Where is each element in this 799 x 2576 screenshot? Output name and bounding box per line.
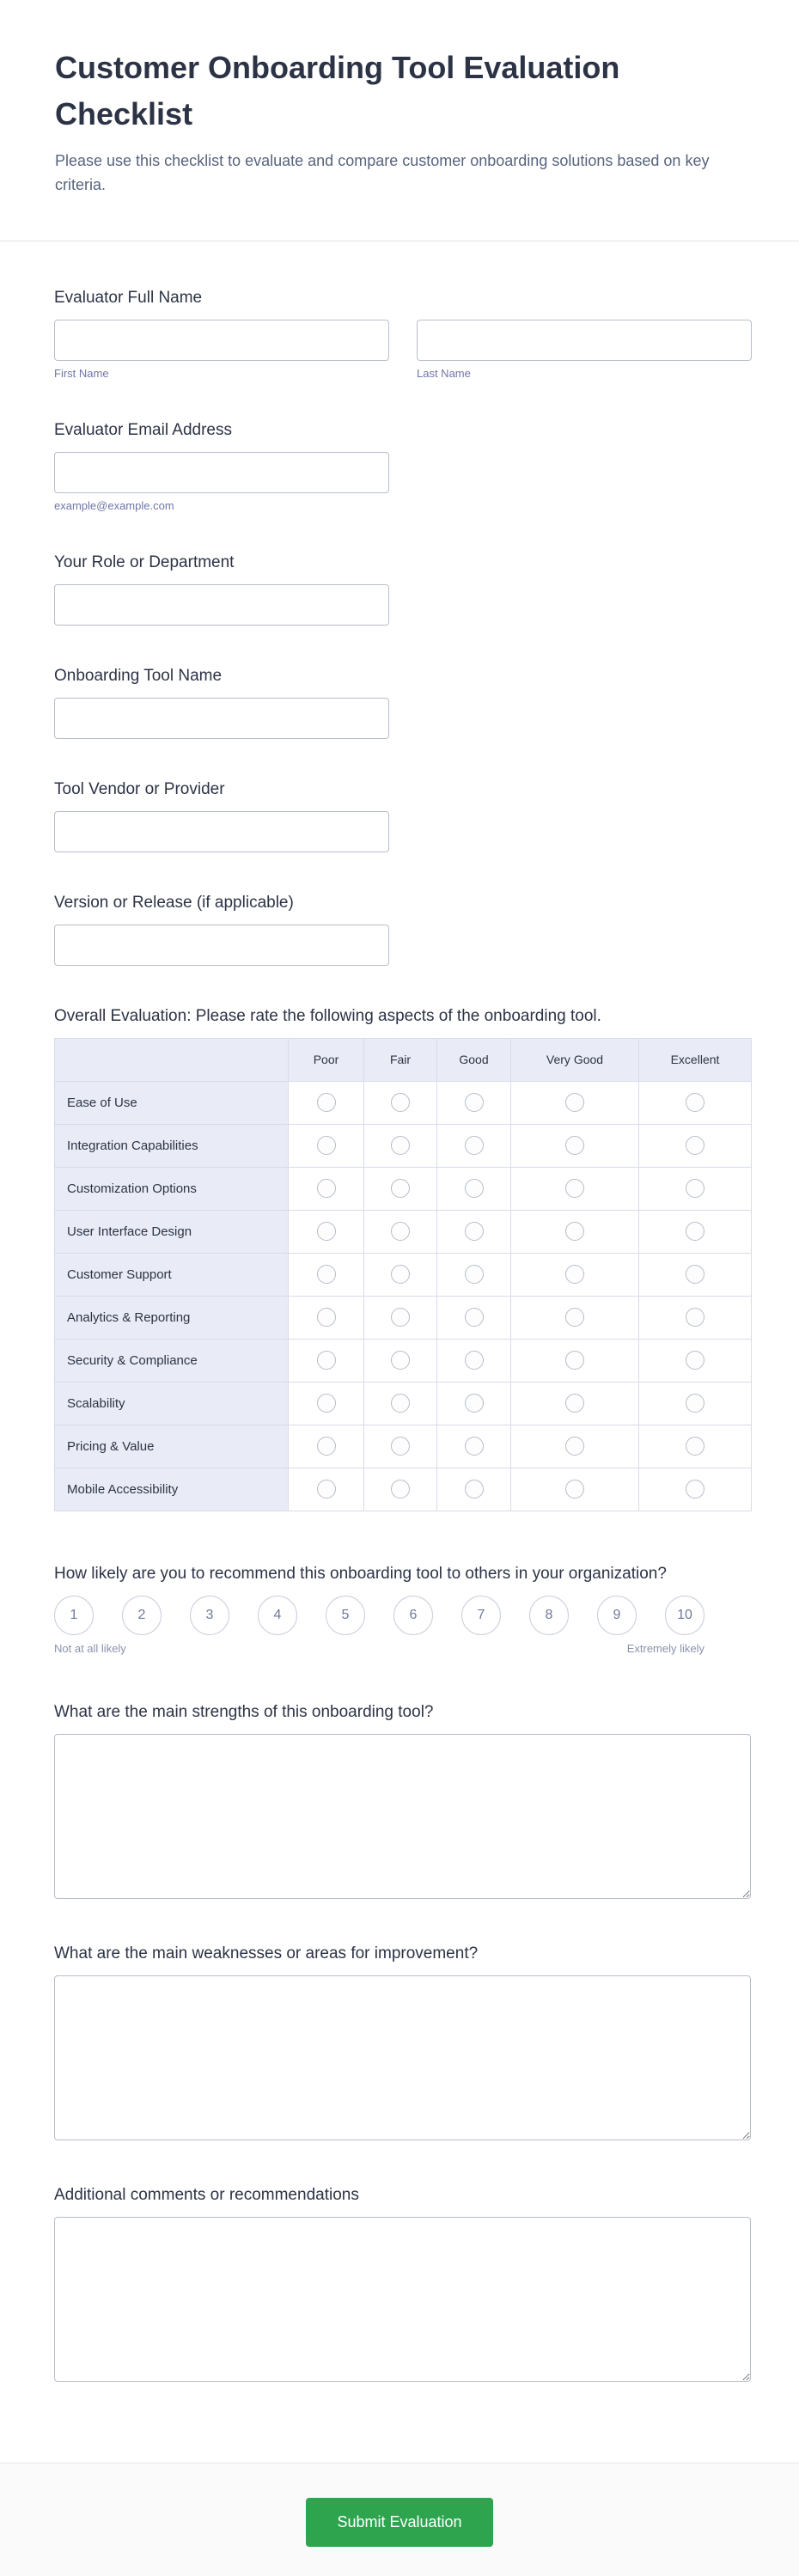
radio-button[interactable]	[686, 1351, 704, 1370]
matrix-cell	[639, 1425, 752, 1468]
radio-button[interactable]	[465, 1394, 484, 1413]
radio-button[interactable]	[465, 1136, 484, 1155]
radio-button[interactable]	[565, 1265, 584, 1284]
radio-button[interactable]	[565, 1394, 584, 1413]
matrix-cell	[437, 1296, 511, 1339]
matrix-row-label: Security & Compliance	[55, 1339, 289, 1382]
matrix-row	[55, 1081, 752, 1124]
submit-button[interactable]: Submit Evaluation	[306, 2498, 492, 2547]
radio-button[interactable]	[686, 1136, 704, 1155]
radio-button[interactable]	[686, 1480, 704, 1499]
matrix-cell	[639, 1382, 752, 1425]
radio-button[interactable]	[391, 1136, 410, 1155]
matrix-cell	[437, 1167, 511, 1210]
role-label: Your Role or Department	[54, 552, 235, 571]
radio-button[interactable]	[317, 1265, 336, 1284]
matrix-cell	[639, 1468, 752, 1511]
radio-button[interactable]	[465, 1480, 484, 1499]
matrix-cell	[639, 1210, 752, 1253]
radio-button[interactable]	[686, 1093, 704, 1112]
scale-left-label: Not at all likely	[54, 1641, 126, 1655]
version-label: Version or Release (if applicable)	[54, 893, 294, 912]
scale-option-3[interactable]: 3	[190, 1596, 229, 1635]
matrix-cell	[437, 1339, 511, 1382]
matrix-cell	[511, 1339, 639, 1382]
radio-button[interactable]	[565, 1308, 584, 1327]
question-comments	[54, 2186, 751, 2386]
matrix-corner-cell	[55, 1038, 289, 1081]
matrix-column-header: Very Good	[511, 1038, 639, 1081]
matrix-row-label: Mobile Accessibility	[55, 1468, 289, 1511]
strengths-textarea[interactable]	[54, 1734, 751, 1899]
question-weaknesses	[54, 1944, 751, 2145]
last-name-sublabel: Last Name	[417, 366, 471, 380]
radio-button[interactable]	[465, 1093, 484, 1112]
radio-button[interactable]	[686, 1265, 704, 1284]
version-input[interactable]	[54, 925, 389, 966]
matrix-row-label: Scalability	[55, 1382, 289, 1425]
form-body	[0, 241, 799, 2463]
matrix-cell	[364, 1468, 437, 1511]
first-name-group	[54, 320, 389, 380]
matrix-cell	[511, 1425, 639, 1468]
radio-button[interactable]	[391, 1222, 410, 1241]
matrix-cell	[289, 1253, 364, 1296]
matrix-column-header: Good	[437, 1038, 511, 1081]
scale-option-2[interactable]: 2	[122, 1596, 162, 1635]
matrix-row	[55, 1339, 752, 1382]
matrix-cell	[437, 1210, 511, 1253]
scale-label: How likely are you to recommend this onboarding tool to others in your organization?	[54, 1564, 667, 1583]
matrix-row	[55, 1253, 752, 1296]
radio-button[interactable]	[465, 1351, 484, 1370]
strengths-label: What are the main strengths of this onboarding tool?	[54, 1702, 434, 1721]
matrix-header-row	[55, 1038, 752, 1081]
radio-button[interactable]	[391, 1265, 410, 1284]
radio-button[interactable]	[317, 1394, 336, 1413]
radio-button[interactable]	[317, 1480, 336, 1499]
matrix-row-label: Customization Options	[55, 1167, 289, 1210]
question-strengths	[54, 1703, 751, 1903]
matrix-cell	[511, 1210, 639, 1253]
question-vendor	[54, 780, 751, 852]
matrix-cell	[511, 1124, 639, 1167]
scale-right-label: Extremely likely	[626, 1641, 704, 1655]
full-name-row	[54, 320, 751, 380]
matrix-cell	[639, 1296, 752, 1339]
radio-button[interactable]	[391, 1480, 410, 1499]
radio-button[interactable]	[565, 1437, 584, 1456]
radio-button[interactable]	[686, 1308, 704, 1327]
matrix-column-header: Excellent	[639, 1038, 752, 1081]
matrix-cell	[511, 1468, 639, 1511]
matrix-row-label: Pricing & Value	[55, 1425, 289, 1468]
scale-option-6[interactable]: 6	[393, 1596, 433, 1635]
radio-button[interactable]	[317, 1093, 336, 1112]
matrix-cell	[289, 1425, 364, 1468]
weaknesses-label: What are the main weaknesses or areas for improvement?	[54, 1944, 479, 1963]
matrix-cell	[639, 1253, 752, 1296]
matrix-cell	[639, 1081, 752, 1124]
matrix-cell	[437, 1124, 511, 1167]
radio-button[interactable]	[317, 1308, 336, 1327]
matrix-row-label: Integration Capabilities	[55, 1124, 289, 1167]
full-name-label: Evaluator Full Name	[54, 288, 203, 307]
matrix-row	[55, 1124, 752, 1167]
question-version	[54, 894, 751, 966]
radio-button[interactable]	[565, 1136, 584, 1155]
matrix-cell	[364, 1124, 437, 1167]
matrix-label: Overall Evaluation: Please rate the following aspects of the onboarding tool.	[54, 1006, 601, 1025]
radio-button[interactable]	[465, 1222, 484, 1241]
radio-button[interactable]	[686, 1394, 704, 1413]
weaknesses-textarea[interactable]	[54, 1975, 751, 2140]
matrix-cell	[364, 1210, 437, 1253]
radio-button[interactable]	[565, 1093, 584, 1112]
radio-button[interactable]	[391, 1308, 410, 1327]
matrix-cell	[289, 1124, 364, 1167]
radio-button[interactable]	[565, 1351, 584, 1370]
tool-name-input[interactable]	[54, 698, 389, 739]
matrix-cell	[437, 1081, 511, 1124]
comments-label: Additional comments or recommendations	[54, 2185, 359, 2204]
radio-button[interactable]	[686, 1222, 704, 1241]
matrix-cell	[289, 1167, 364, 1210]
radio-button[interactable]	[391, 1179, 410, 1198]
matrix-cell	[437, 1253, 511, 1296]
matrix-row	[55, 1425, 752, 1468]
radio-button[interactable]	[465, 1265, 484, 1284]
question-email	[54, 421, 751, 512]
matrix-cell	[639, 1167, 752, 1210]
matrix-cell	[511, 1382, 639, 1425]
question-full-name	[54, 289, 751, 380]
radio-button[interactable]	[465, 1179, 484, 1198]
scale-row	[54, 1596, 704, 1635]
matrix-row-label: Customer Support	[55, 1253, 289, 1296]
matrix-cell	[437, 1382, 511, 1425]
matrix-column-header: Fair	[364, 1038, 437, 1081]
role-input[interactable]	[54, 584, 389, 626]
matrix-cell	[437, 1425, 511, 1468]
radio-button[interactable]	[391, 1394, 410, 1413]
first-name-sublabel: First Name	[54, 366, 109, 380]
radio-button[interactable]	[686, 1179, 704, 1198]
matrix-row	[55, 1296, 752, 1339]
radio-button[interactable]	[565, 1179, 584, 1198]
email-label: Evaluator Email Address	[54, 420, 232, 439]
matrix-row	[55, 1468, 752, 1511]
radio-button[interactable]	[317, 1351, 336, 1370]
question-scale	[54, 1565, 751, 1657]
matrix-row-label: User Interface Design	[55, 1210, 289, 1253]
email-sublabel: example@example.com	[54, 498, 174, 512]
comments-textarea[interactable]	[54, 2217, 751, 2382]
first-name-input[interactable]	[54, 320, 389, 361]
matrix-cell	[364, 1296, 437, 1339]
vendor-label: Tool Vendor or Provider	[54, 779, 225, 798]
question-tool-name	[54, 667, 751, 739]
tool-name-label: Onboarding Tool Name	[54, 666, 223, 685]
radio-button[interactable]	[565, 1222, 584, 1241]
matrix-cell	[639, 1339, 752, 1382]
matrix-cell	[289, 1468, 364, 1511]
matrix-cell	[511, 1081, 639, 1124]
matrix-row	[55, 1210, 752, 1253]
form-footer	[0, 2463, 799, 2576]
matrix-cell	[364, 1425, 437, 1468]
last-name-input[interactable]	[417, 320, 752, 361]
matrix-cell	[289, 1081, 364, 1124]
scale-option-8[interactable]: 8	[529, 1596, 569, 1635]
matrix-cell	[511, 1253, 639, 1296]
scale-end-labels	[54, 1642, 704, 1655]
matrix-cell	[289, 1296, 364, 1339]
radio-button[interactable]	[565, 1480, 584, 1499]
form-title: Customer Onboarding Tool Evaluation Checklist	[55, 50, 620, 131]
scale-widget	[54, 1596, 704, 1655]
matrix-row	[55, 1382, 752, 1425]
matrix-cell	[437, 1468, 511, 1511]
scale-option-9[interactable]: 9	[597, 1596, 637, 1635]
vendor-input[interactable]	[54, 811, 389, 852]
scale-option-4[interactable]: 4	[258, 1596, 297, 1635]
scale-option-5[interactable]: 5	[326, 1596, 365, 1635]
matrix-column-header: Poor	[289, 1038, 364, 1081]
radio-button[interactable]	[465, 1308, 484, 1327]
matrix-cell	[639, 1124, 752, 1167]
radio-button[interactable]	[317, 1179, 336, 1198]
radio-button[interactable]	[317, 1437, 336, 1456]
radio-button[interactable]	[391, 1093, 410, 1112]
matrix-cell	[511, 1296, 639, 1339]
radio-button[interactable]	[391, 1351, 410, 1370]
scale-option-7[interactable]: 7	[461, 1596, 501, 1635]
radio-button[interactable]	[391, 1437, 410, 1456]
radio-button[interactable]	[317, 1222, 336, 1241]
form-header	[0, 0, 799, 241]
matrix-cell	[364, 1253, 437, 1296]
radio-button[interactable]	[317, 1136, 336, 1155]
matrix-cell	[364, 1167, 437, 1210]
matrix-row-label: Analytics & Reporting	[55, 1296, 289, 1339]
matrix-cell	[289, 1382, 364, 1425]
matrix-row-label: Ease of Use	[55, 1081, 289, 1124]
email-input[interactable]	[54, 452, 389, 493]
matrix-cell	[364, 1081, 437, 1124]
scale-option-1[interactable]: 1	[54, 1596, 94, 1635]
matrix-cell	[364, 1382, 437, 1425]
matrix-table	[54, 1038, 752, 1511]
scale-option-10[interactable]: 10	[665, 1596, 704, 1635]
form-subtitle: Please use this checklist to evaluate and compare customer onboarding solutions based on key criteria.	[55, 152, 710, 193]
radio-button[interactable]	[465, 1437, 484, 1456]
matrix-row	[55, 1167, 752, 1210]
matrix-cell	[511, 1167, 639, 1210]
matrix-cell	[289, 1339, 364, 1382]
question-matrix	[54, 1007, 751, 1511]
radio-button[interactable]	[686, 1437, 704, 1456]
matrix-cell	[289, 1210, 364, 1253]
matrix-cell	[364, 1339, 437, 1382]
last-name-group	[417, 320, 752, 380]
question-role	[54, 553, 751, 626]
